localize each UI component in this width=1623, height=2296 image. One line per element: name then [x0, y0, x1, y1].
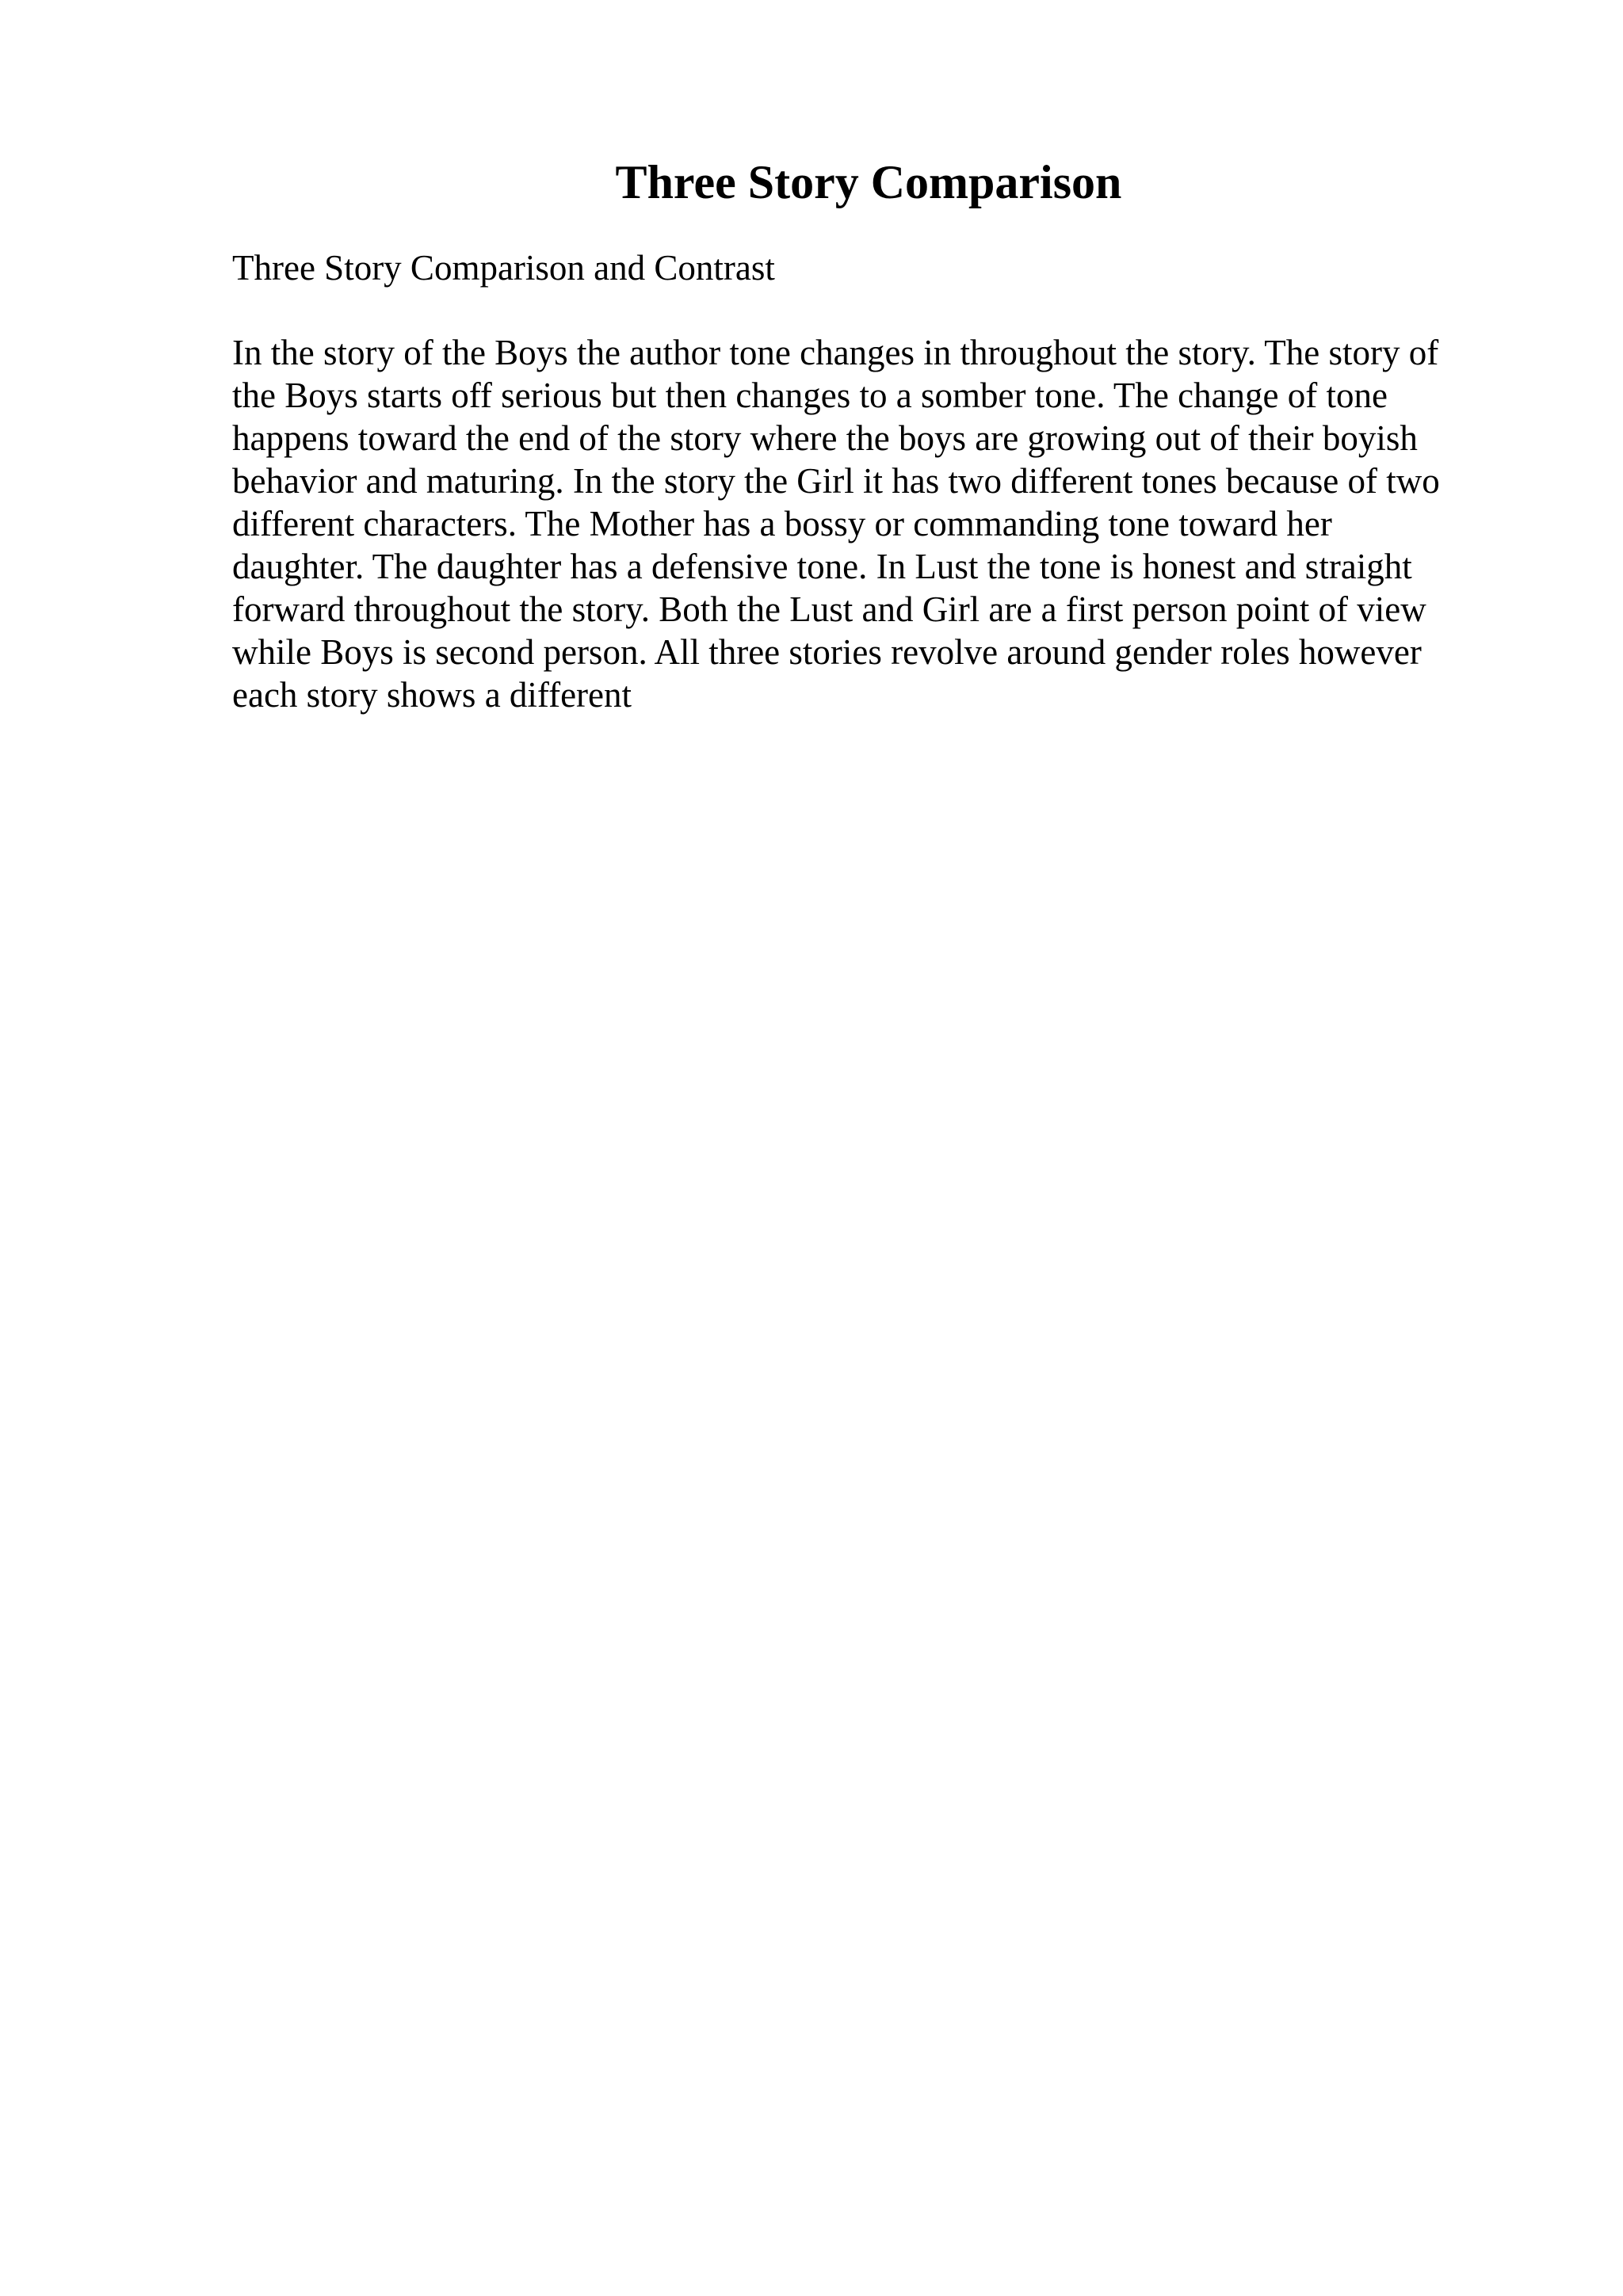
paragraph-line: forward throughout the story. Both the Lust and Girl are a first person point of view	[232, 589, 1426, 629]
paragraph-line: behavior and maturing. In the story the Girl it has two different tones because of two	[232, 461, 1440, 501]
paragraph-line: daughter. The daughter has a defensive tone. In Lust the tone is honest and straight	[232, 547, 1412, 586]
body-paragraph	[232, 331, 1532, 716]
document-title: Three Story Comparison	[615, 156, 1122, 208]
paragraph-line: In the story of the Boys the author tone changes in throughout the story. The story of	[232, 333, 1439, 372]
paragraph-line: happens toward the end of the story where the boys are growing out of their boyish	[232, 418, 1418, 458]
paragraph-line: while Boys is second person. All three stories revolve around gender roles however	[232, 632, 1422, 672]
paragraph-line: different characters. The Mother has a bossy or commanding tone toward her	[232, 504, 1332, 543]
paragraph-line: each story shows a different	[232, 675, 632, 715]
paragraph-line: the Boys starts off serious but then changes to a somber tone. The change of tone	[232, 376, 1388, 415]
document-subtitle: Three Story Comparison and Contrast	[232, 248, 775, 288]
